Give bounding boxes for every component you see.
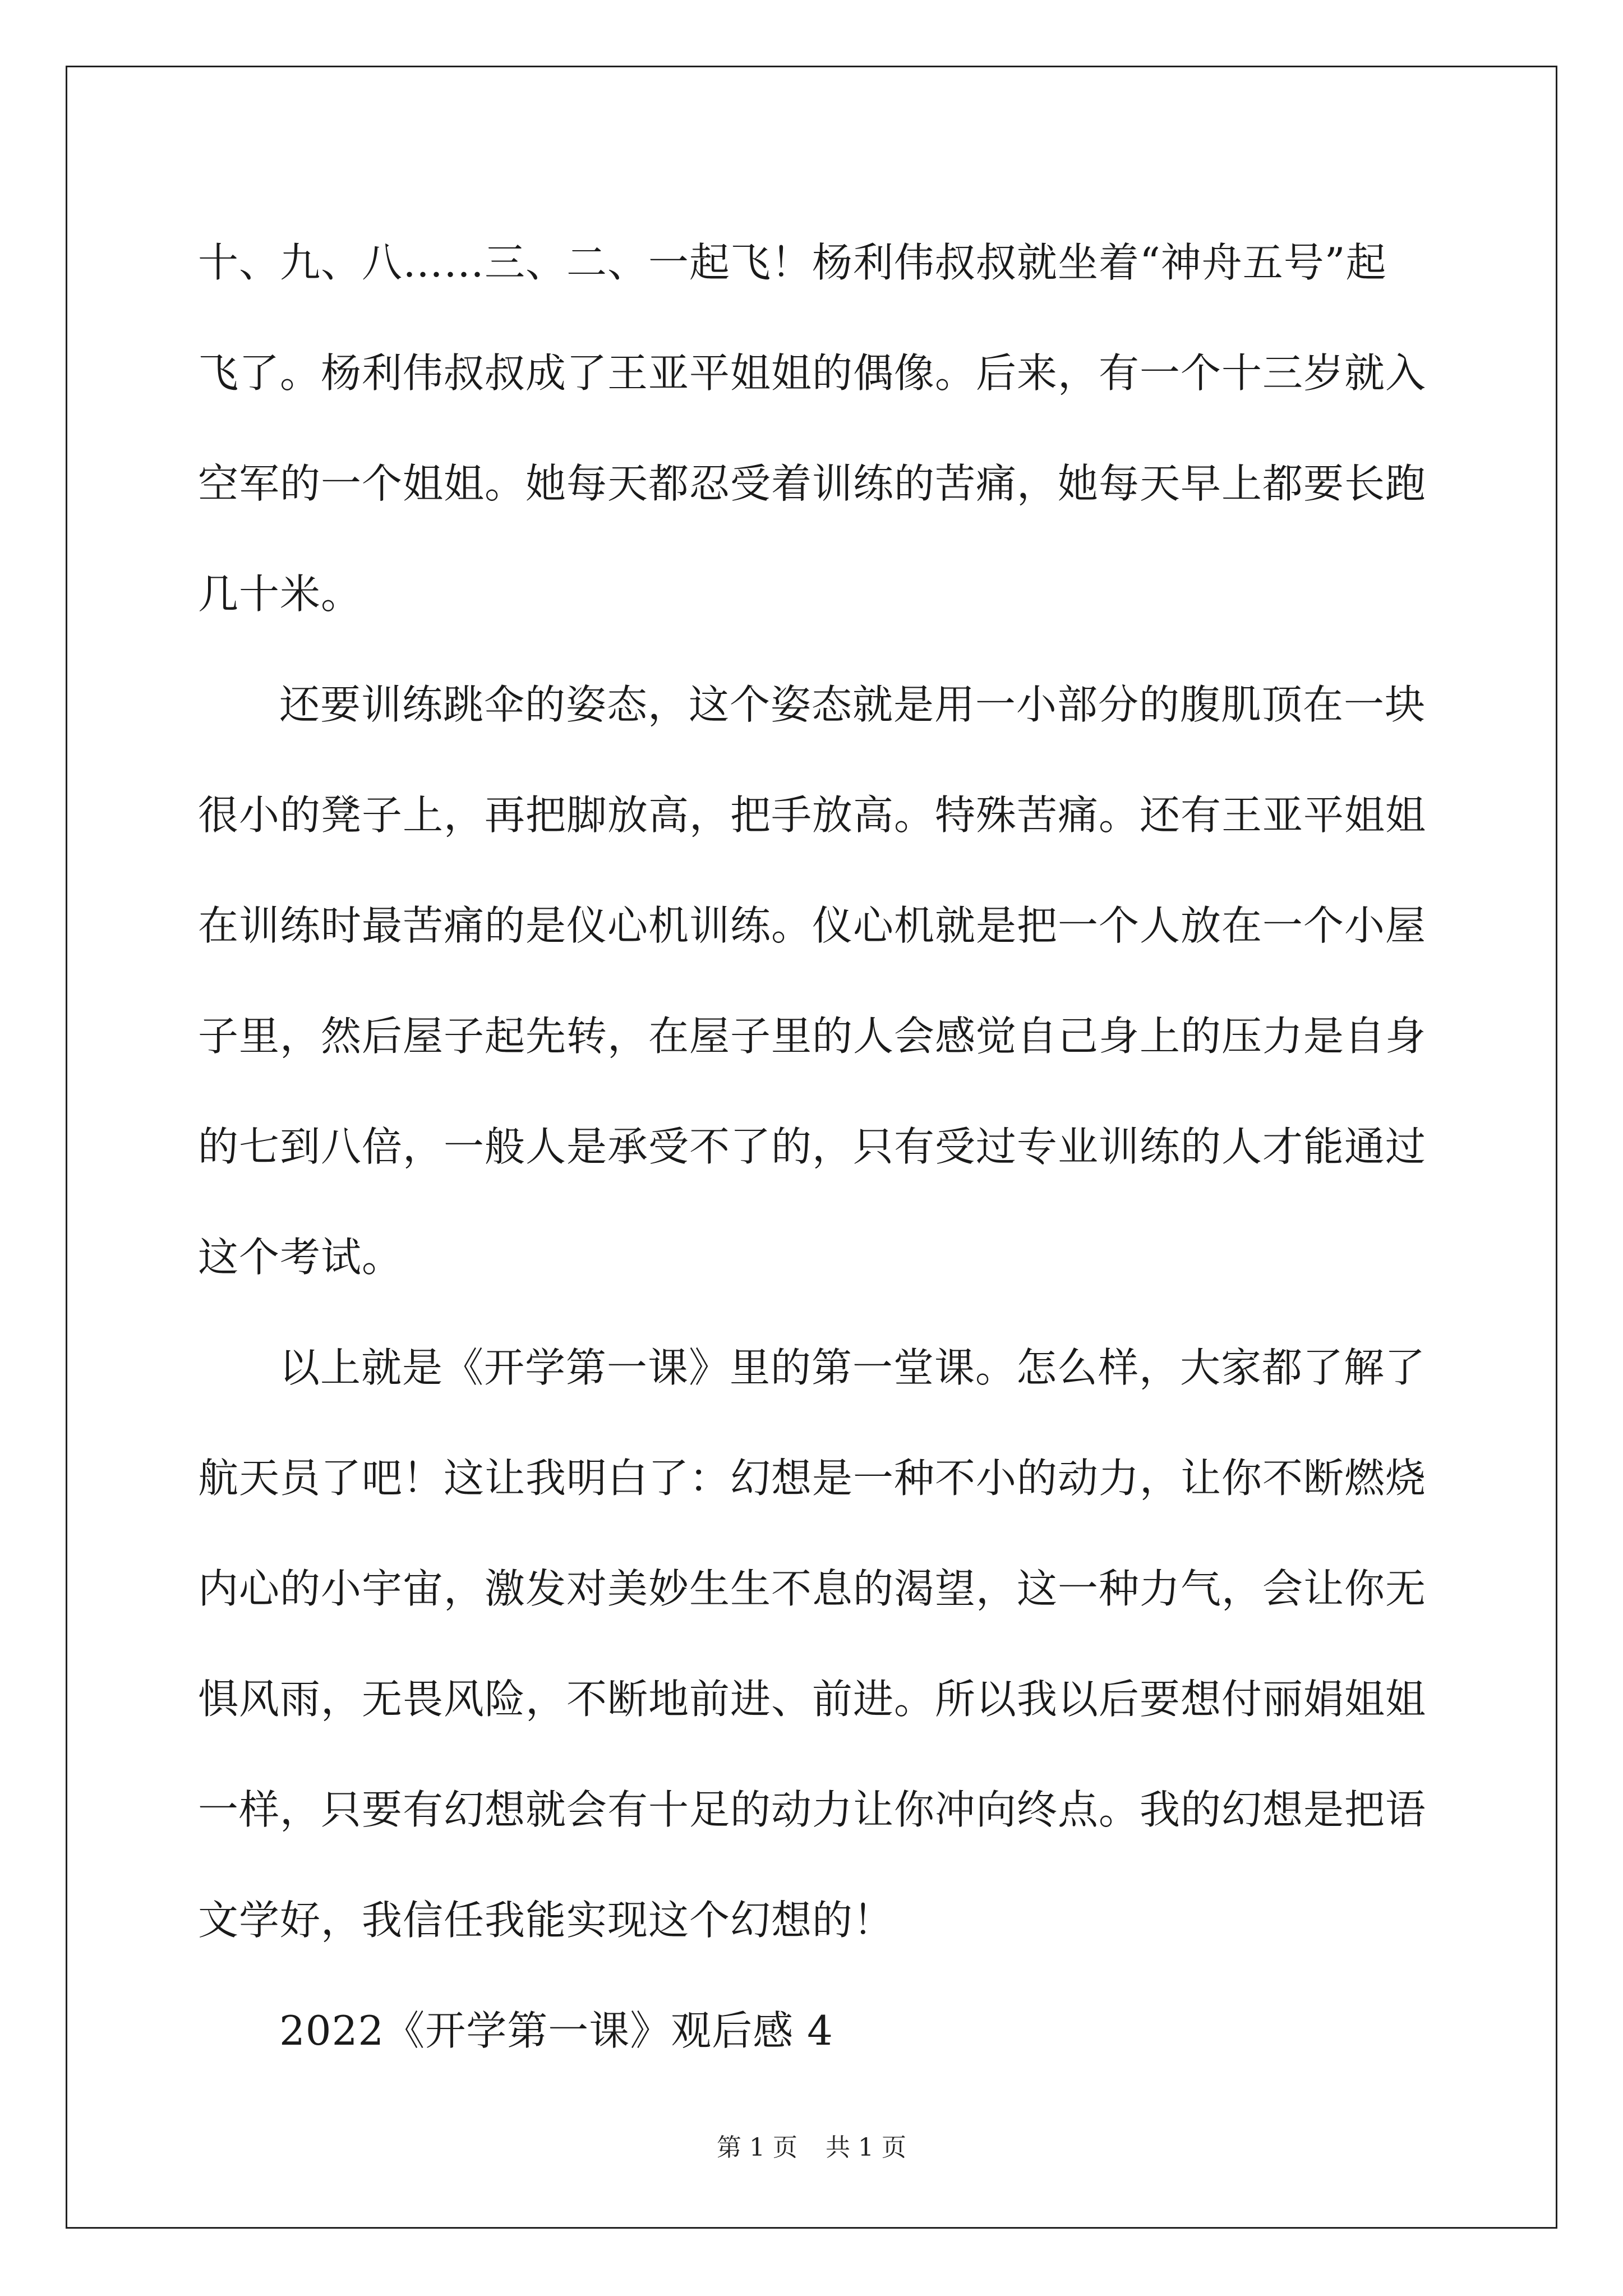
document-body <box>198 208 1432 2086</box>
text-line: 飞了。杨利伟叔叔成了王亚平姐姐的偶像。后来，有一个十三岁就入 <box>198 349 1427 397</box>
text-line: 的七到八倍，一般人是承受不了的，只有受过专业训练的人才能通过 <box>198 1123 1427 1170</box>
text-line: 航天员了吧！这让我明白了：幻想是一种不小的动力，让你不断燃烧 <box>198 1455 1427 1502</box>
text-line: 这个考试。 <box>198 1234 403 1281</box>
text-line: 还要训练跳伞的姿态，这个姿态就是用一小部分的腹肌顶在一块 <box>279 681 1426 728</box>
paragraph-2 <box>198 650 1432 1313</box>
page-footer <box>0 2127 1623 2163</box>
page-number: 第 1 页 <box>717 2133 797 2162</box>
text-line: 几十米。 <box>198 570 362 618</box>
text-line: 惧风雨，无畏风险，不断地前进、前进。所以我以后要想付丽娟姐姐 <box>198 1676 1427 1723</box>
text-line: 以上就是《开学第一课》里的第一堂课。怎么样，大家都了解了 <box>279 1344 1426 1391</box>
paragraph-3 <box>198 1313 1432 1976</box>
page-total: 共 1 页 <box>826 2133 906 2162</box>
text-line: 十、九、八……三、二、一起飞！杨利伟叔叔就坐着“神舟五号”起 <box>198 239 1387 286</box>
text-line: 文学好，我信任我能实现这个幻想的！ <box>198 1897 895 1944</box>
text-line: 内心的小宇宙，激发对美妙生生不息的渴望，这一种力气，会让你无 <box>198 1565 1427 1612</box>
heading-line: 2022《开学第一课》观后感 4 <box>279 2007 833 2054</box>
section-heading <box>198 1976 1432 2086</box>
text-line: 一样，只要有幻想就会有十足的动力让你冲向终点。我的幻想是把语 <box>198 1786 1427 1833</box>
text-line: 在训练时最苦痛的是仪心机训练。仪心机就是把一个人放在一个小屋 <box>198 902 1427 949</box>
text-line: 子里，然后屋子起先转，在屋子里的人会感觉自己身上的压力是自身 <box>198 1013 1427 1060</box>
text-line: 很小的凳子上，再把脚放高，把手放高。特殊苦痛。还有王亚平姐姐 <box>198 792 1427 839</box>
text-line: 空军的一个姐姐。她每天都忍受着训练的苦痛，她每天早上都要长跑 <box>198 460 1427 507</box>
paragraph-1 <box>198 208 1432 650</box>
